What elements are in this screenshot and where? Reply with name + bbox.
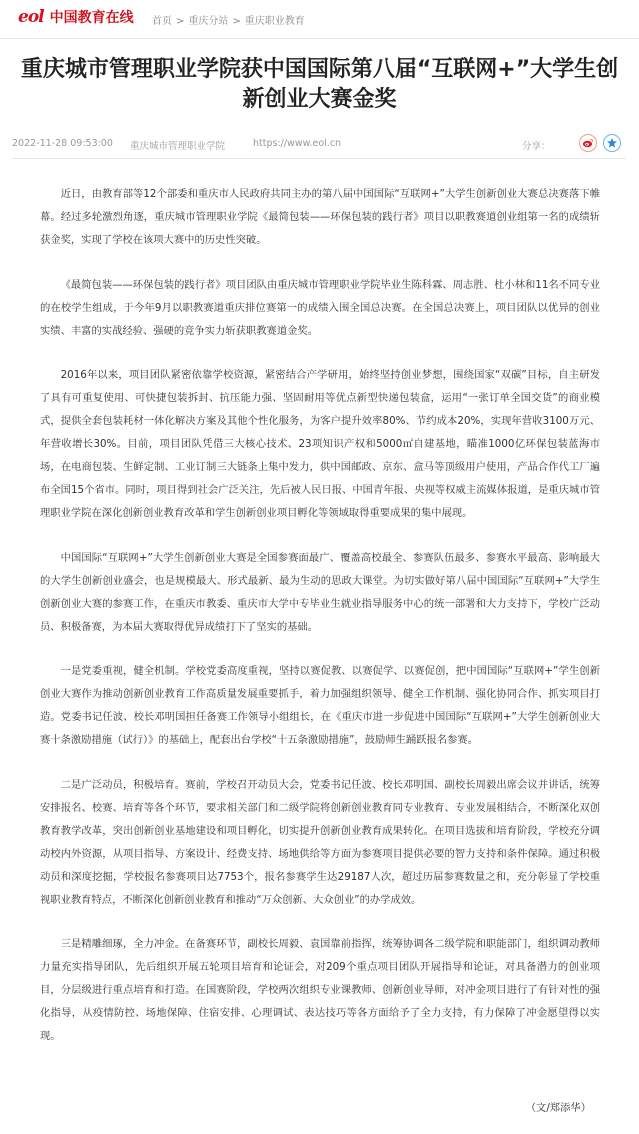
article-paragraph: 三是精雕细琢，全力冲金。在备赛环节，副校长周毅、袁国靠前指挥，统筹协调各二级学院和职能部门，组织调动教师力量充实指导团队，先后组织开展五轮项目培育和论证会，对209个重点项目团队开展指导和论证，对具备潜力的创业项目，分层级进行重点培育和打造。在国赛阶段，学校两次组织专业课教师、创新创业导师，对冲金项目进行了有针对性的强化指导，从疫情防控、场地保障、住宿安排、心理调试、表达技巧等各方面给予了全力支持，有力保障了冲金愿望得以实现。 xyxy=(40,938,600,1043)
eol-logo-mark: eol xyxy=(18,7,44,27)
article-paragraph: 2016年以来，项目团队紧密依靠学校资源，紧密结合产学研用，始终坚持创业梦想，围绕国家“双碳”目标，自主研发了具有可重复使用、可快捷包装拆封、抗压能力强、坚固耐用等优点新型快递包装盒，运用“一张订单全国交货”的商业模式，提供全套包装耗材一体化解决方案及其他个性化服务，为客户提升效率80%、节约成本20%，实现年营收3100万元、年营收增长30%。目前，项目团队凭借三大核心技术、23项知识产权和5000㎡自建基地，瞄准1000亿环保包装蓝海市场，在电商包装、生鲜定制、工业订制三大链条上集中发力，供中国邮政、京东、盒马等顶级用户使用，产品合作代工厂遍布全国15个省市。同时，项目得到社会广泛关注，先后被人民日报、中国青年报、央视等权威主流媒体报道，是重庆城市管理职业学院在深化创新创业教育改革和学生创新创业项目孵化等领域取得重要成果的集中展现。 xyxy=(40,369,600,519)
article-paragraph: 一是党委重视，健全机制。学校党委高度重视，坚持以赛促教、以赛促学、以赛促创，把中国国际“互联网+”学生创新创业大赛作为推动创新创业教育工作高质量发展重要抓手，着力加强组织领导、健全工作机制、强化协同合作、抓实项目打造。党委书记任波、校长邓明国担任备赛工作领导小组组长，在《重庆市进一步促进中国国际“互联网+”大学生创新创业大赛十条激励措施（试行）》的基础上，配套出台学校“十五条激励措施”，鼓励师生踊跃报名参赛。 xyxy=(40,665,600,747)
top-navigation-bar xyxy=(0,0,639,39)
article-source: 重庆城市管理职业学院 xyxy=(130,141,226,152)
publish-date: 2022-11-28 09:53:00 xyxy=(12,138,113,149)
breadcrumb-vocational-link[interactable]: 重庆职业教育 xyxy=(244,16,305,27)
author-byline: （文/郑添华） xyxy=(525,1102,591,1114)
weibo-icon xyxy=(582,138,594,148)
site-name: 中国教育在线 xyxy=(49,10,134,26)
weibo-share-icon[interactable] xyxy=(579,134,597,152)
breadcrumb-separator: > xyxy=(176,16,185,27)
article-paragraph: 中国国际“互联网+”大学生创新创业大赛是全国参赛面最广、覆盖高校最全、参赛队伍最多、参赛水平最高、影响最大的大学生创新创业盛会，也是规模最大、形式最新、最为生动的思政大课堂。为切实做好第八届中国国际“互联网+”大学生创新创业大赛的参赛工作，在重庆市教委、重庆市大学中专毕业生就业指导服务中心的统一部署和大力支持下，学校广泛动员、积极备赛，为本届大赛取得优异成绩打下了坚实的基础。 xyxy=(40,551,600,633)
source-url: https://www.eol.cn xyxy=(253,138,342,149)
site-logo[interactable] xyxy=(18,7,134,27)
article-paragraph: 二是广泛动员，积极培育。赛前，学校召开动员大会，党委书记任波、校长邓明国、副校长周毅出席会议并讲话，统筹安排报名、校赛、培育等各个环节，要求相关部门和二级学院将创新创业教育同专业教育、专业发展相结合，不断深化双创教育教学改革，突出创新创业基地建设和项目孵化，切实提升创新创业教育成果转化。在项目选拔和培育阶段，学校充分调动校内外资源，从项目指导、方案设计、经费支持、场地供给等方面为参赛项目提供必要的智力支持和条件保障。通过积极动员和深度挖掘，学校报名参赛项目达7753个，报名参赛学生达29187人次，超过历届参赛数量之和，充分彰显了学校重视职业教育特点，不断深化创新创业教育和推动“万众创新、大众创业”的办学成效。 xyxy=(40,779,600,906)
article-paragraph: 近日，由教育部等12个部委和重庆市人民政府共同主办的第八届中国国际“互联网+”大学生创新创业大赛总决赛落下帷幕。经过多轮激烈角逐，重庆城市管理职业学院《最简包装——环保包装的践行者》项目以职教赛道创业组第一名的成绩斩获金奖，实现了学校在该项大赛中的历史性突破。 xyxy=(40,188,600,246)
article-paragraph: 《最简包装——环保包装的践行者》项目团队由重庆城市管理职业学院毕业生陈科霖、周志胜、杜小林和11名不同专业的在校学生组成，于今年9月以职教赛道重庆排位赛第一的成绩入围全国总决赛。在全国总决赛上，项目团队以优异的创业实绩、丰富的实战经验、强硬的竞争实力斩获职教赛道金奖。 xyxy=(40,278,600,337)
breadcrumb-chongqing-link[interactable]: 重庆分站 xyxy=(188,16,229,27)
article-title: 重庆城市管理职业学院获中国国际第八届“互联网+”大学生创新创业大赛金奖 xyxy=(20,57,619,112)
breadcrumb-home-link[interactable]: 首页 xyxy=(152,16,172,27)
qzone-share-icon[interactable] xyxy=(603,134,621,152)
share-label: 分享： xyxy=(522,141,551,152)
qzone-icon xyxy=(606,137,618,149)
breadcrumb-separator: > xyxy=(232,16,241,27)
meta-divider xyxy=(12,158,626,159)
breadcrumb xyxy=(152,12,305,27)
article-meta xyxy=(12,134,626,152)
article-body xyxy=(40,183,600,1070)
